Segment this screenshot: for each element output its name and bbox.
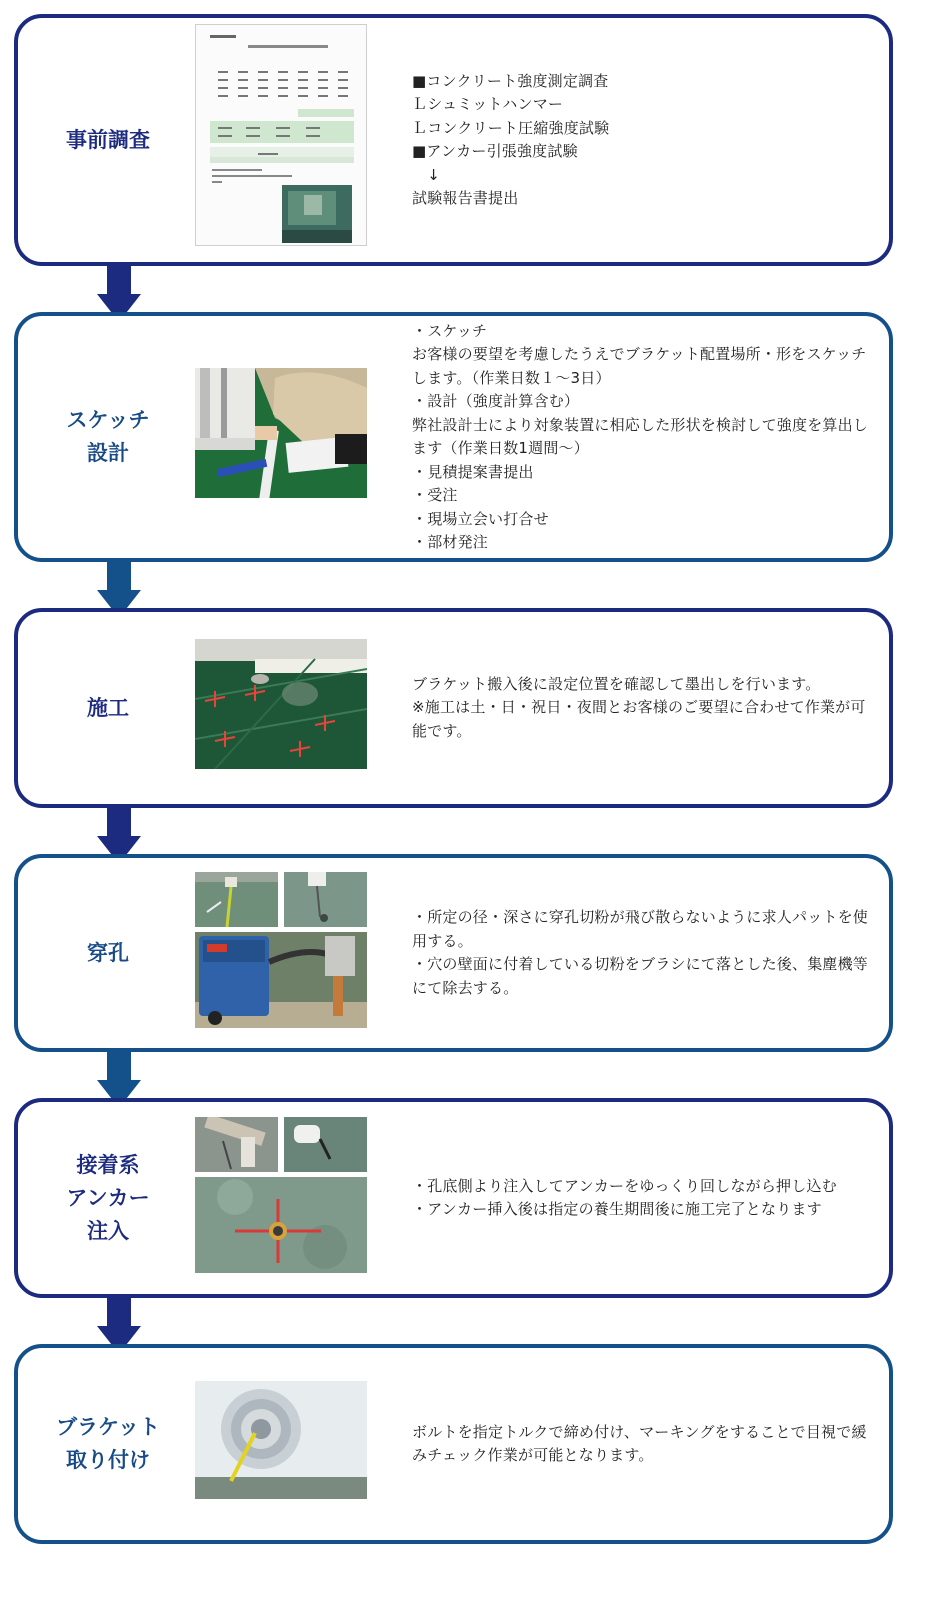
step-title-line: ブラケット [56,1415,160,1439]
injection-photo-anchor [284,1117,367,1172]
description-line: ます（作業日数1週間～） [412,439,589,457]
drilling-photo-dust-collector [195,932,367,1028]
dust-collector-drawing [195,932,367,1028]
description-line: ・受注 [412,486,458,504]
description-line: ■アンカー引張強度試験 [412,142,578,160]
description-line: ・部材発注 [412,533,489,551]
description-line: ・スケッチ [412,321,488,340]
injection-photo-gun [195,1117,278,1172]
on-site-sketch-photo [195,368,367,498]
floor-marking-drawing [195,639,367,769]
step-title [18,1102,198,1294]
description-line: ・設計（強度計算含む） [412,392,580,410]
marked-hole-drawing [195,1177,367,1273]
step-title-line: アンカー [66,1185,150,1210]
drilling-photo-brush [195,872,278,927]
step-description [412,1348,873,1540]
floor-marking-photo [195,639,367,769]
injection-photo-marked-hole [195,1177,367,1273]
step-description [412,858,873,1048]
step-title [18,316,198,558]
description-line: ブラケット搬入後に設定位置を確認して墨出しを行います。 [412,674,821,693]
step-title-line: 設計 [87,441,129,465]
description-line: ・穴の壁面に付着している切粉をブラシにて落とした後、集塵機等 [412,955,869,973]
injection-gun-drawing [195,1117,278,1172]
description-line: ・現場立会い打合せ [412,509,549,528]
step-title-line: 穿孔 [87,940,129,965]
sketch-photo-drawing [195,368,367,498]
step-title-line: 施工 [87,695,129,720]
description-line: 能です。 [412,721,472,740]
description-line: Ｌコンクリート圧縮強度試験 [412,118,610,137]
step-description [412,18,873,262]
step-title [18,858,198,1048]
step-box-bracket-mounting [14,1344,893,1544]
step-title [18,612,198,804]
step-title-line: 取り付け [66,1448,150,1472]
description-line: ボルトを指定トルクで締め付け、マーキングをすることで目視で緩 [412,1422,867,1441]
step-title-line: 事前調査 [66,127,150,152]
description-line: 試験報告書提出 [412,189,519,207]
description-line: お客様の要望を考慮したうえでブラケット配置場所・形をスケッチ [412,345,867,363]
step-title-line: 接着系 [76,1152,140,1177]
drilling-brush-drawing [195,872,278,927]
bracket-bolt-drawing [195,1381,367,1499]
description-line: ・所定の径・深さに穿孔切粉が飛び散らないように求人パットを使 [412,908,869,926]
description-line: します。（作業日数１～3日） [412,368,611,387]
description-line: 弊社設計士により対象装置に相応した形状を検討して強度を算出し [412,415,869,434]
step-title [18,18,198,262]
description-line: ※施工は土・日・祝日・夜間とお客様のご要望に合わせて作業が可 [412,698,866,717]
step-title-line: スケッチ [66,408,150,432]
description-line: ・アンカー挿入後は指定の養生期間後に施工完了となります [412,1200,822,1218]
description-line: 用する。 [412,931,473,950]
description-line: ■コンクリート強度測定調査 [412,71,609,90]
drilling-photo-hole [284,872,367,927]
description-line: にて除去する。 [412,978,519,997]
step-description [412,1102,873,1294]
step-description [412,612,873,804]
injection-anchor-drawing [284,1117,367,1172]
description-line: Ｌシュミットハンマー [412,95,564,113]
description-line: ・孔底側より注入してアンカーをゆっくり回しながら押し込む [412,1176,837,1195]
document-drawing [196,25,367,246]
step-box-anchor-injection [14,1098,893,1298]
step-box-survey [14,14,893,266]
step-box-sketch-design [14,312,893,562]
bracket-bolt-photo [195,1381,367,1499]
description-line: みチェック作業が可能となります。 [412,1446,654,1464]
drilling-hole-drawing [284,872,367,927]
step-title-line: 注入 [87,1218,129,1243]
description-line: ・見積提案書提出 [412,462,534,481]
survey-report-document-image [195,24,367,246]
step-box-drilling [14,854,893,1052]
step-title [18,1348,198,1540]
description-line: ↓ [412,165,440,184]
step-box-construction [14,608,893,808]
step-description [412,316,873,558]
